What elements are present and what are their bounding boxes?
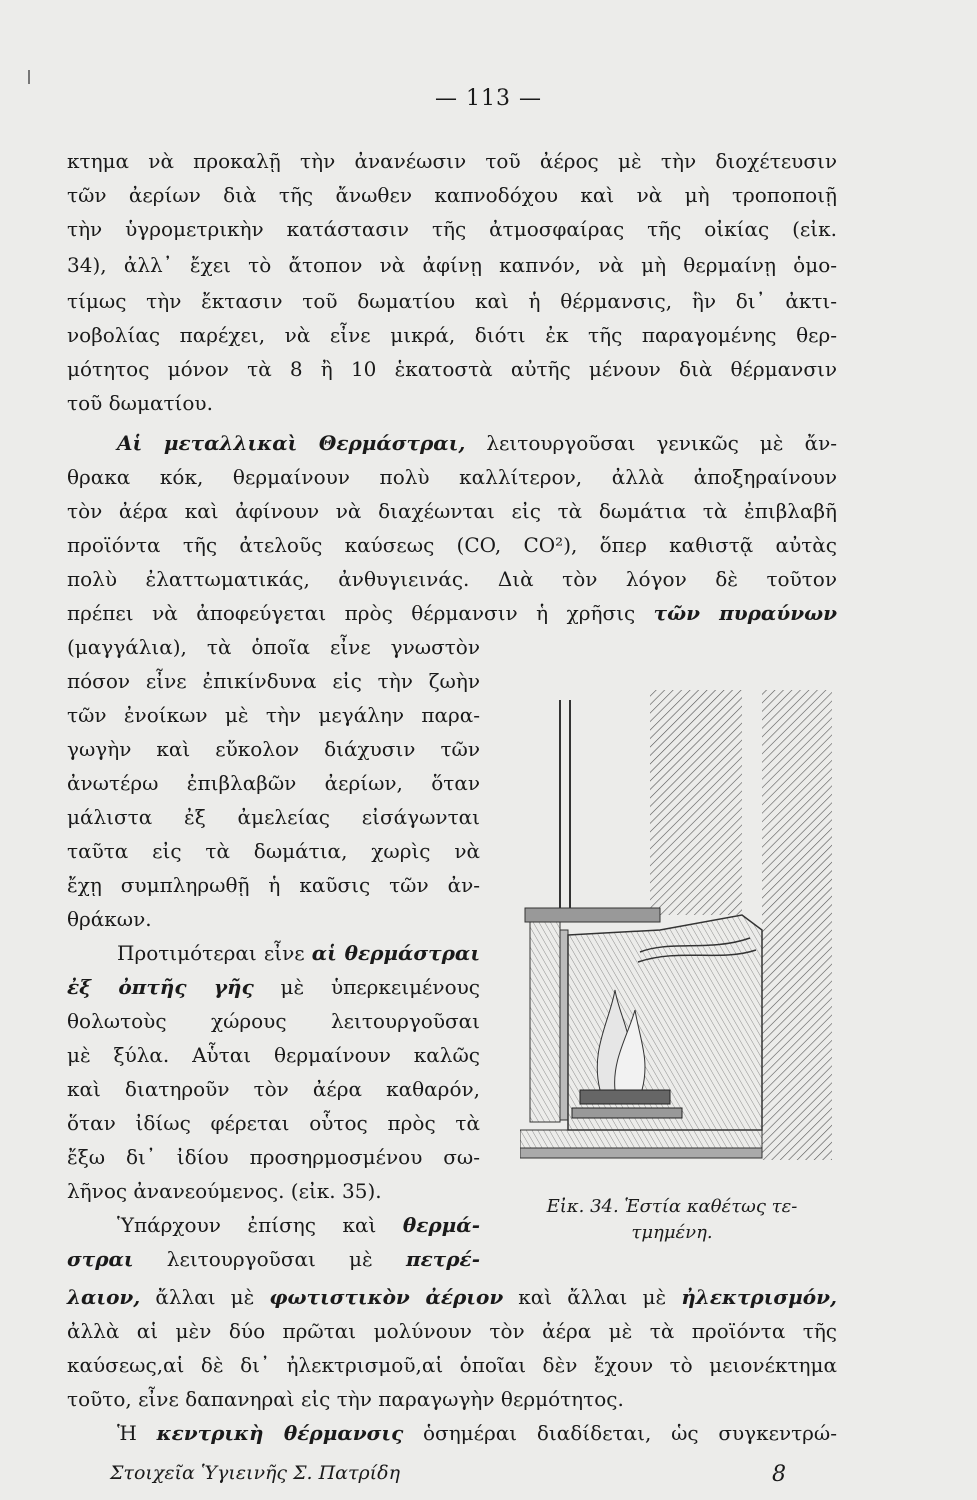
text-line: θράκων. [67, 907, 152, 931]
bold-term: ἐξ ὀπτῆς γῆς [67, 975, 254, 999]
text-line: 34), ἀλλ᾿ ἔχει τὸ ἄτοπον νὰ ἀφίνῃ καπνόν, νὰ μὴ θερμαίνῃ ὁμο- [67, 253, 837, 277]
text-line: λαιον, ἄλλαι μὲ φωτιστικὸν ἀέριον καὶ ἄλλαι μὲ ἠλεκτρισμόν, [67, 1285, 837, 1309]
text-line: τοῦ δωματίου. [67, 391, 213, 415]
text-line: πρέπει νὰ ἀποφεύγεται πρὸς θέρμανσιν ἡ χρῆσις τῶν πυραύνων [67, 601, 837, 625]
grate [580, 1090, 670, 1104]
fireplace-column [530, 922, 560, 1122]
text-line: τὴν ὑγρομετρικὴν κατάστασιν τῆς ἀτμοσφαίρας τῆς οἰκίας (εἰκ. [67, 217, 837, 241]
bold-term: στραι [67, 1247, 134, 1271]
text-line: μότητος μόνον τὰ 8 ἢ 10 ἑκατοστὰ αὐτῆς μένουν διὰ θέρμανσιν [67, 357, 837, 381]
text-line: θρακα κόκ, θερμαίνουν πολὺ καλλίτερον, ἀλλὰ ἀποξηραίνουν [67, 465, 837, 489]
text-line: μὲ ξύλα. Αὗται θερμαίνουν καλῶς [67, 1043, 480, 1067]
text-line: τῶν ἀερίων διὰ τῆς ἄνωθεν καπνοδόχου καὶ νὰ μὴ τροποποιῇ [67, 183, 837, 207]
footer-book-title: Στοιχεῖα Ὑγιεινῆς Σ. Πατρίδη [110, 1462, 400, 1484]
text-line: γωγὴν καὶ εὔκολον διάχυσιν τῶν [67, 737, 480, 761]
text-line: τῶν ἐνοίκων μὲ τὴν μεγάλην παρα- [67, 703, 480, 727]
text-line: ἔχῃ συμπληρωθῇ ἡ καῦσις τῶν ἀν- [67, 873, 480, 897]
bold-term: τῶν πυραύνων [653, 601, 837, 625]
text-line: μάλιστα ἐξ ἀμελείας εἰσάγωνται [67, 805, 480, 829]
text-line: λῆνος ἀνανεούμενος. (εἰκ. 35). [67, 1179, 382, 1203]
text-line: καύσεως,αἱ δὲ δι᾿ ἠλεκτρισμοῦ,αἱ ὁποῖαι δὲν ἔχουν τὸ μειονέκτημα [67, 1353, 837, 1377]
text-line: (μαγγάλια), τὰ ὁποῖα εἶνε γνωστὸν [67, 635, 480, 659]
text-line: ἐξ ὀπτῆς γῆς μὲ ὑπερκειμένους [67, 975, 480, 999]
bold-term: λαιον, [67, 1285, 141, 1309]
fireplace-section-illustration [520, 690, 842, 1190]
text-line: τίμως τὴν ἔκτασιν τοῦ δωματίου καὶ ἡ θέρμανσις, ἣν δι᾿ ἀκτι- [67, 289, 837, 313]
text-line: νοβολίας παρέχει, νὰ εἶνε μικρά, διότι ἐκ τῆς παραγομένης θερ- [67, 323, 837, 347]
mantel-shelf [525, 908, 660, 922]
bold-term: φωτιστικὸν ἀέριον [269, 1285, 504, 1309]
bold-term: αἱ θερμάστραι [311, 941, 480, 965]
footer-signature-mark: 8 [772, 1462, 786, 1487]
text-line: ὅταν ἰδίως φέρεται οὗτος πρὸς τὰ [67, 1111, 480, 1135]
text-line: τοῦτο, εἶνε δαπανηραὶ εἰς τὴν παραγωγὴν θερμότητος. [67, 1387, 624, 1411]
text-line: Ὑπάρχουν ἐπίσης καὶ θερμά- [117, 1213, 480, 1237]
bold-term: Αἱ μεταλλικαὶ Θερμάστραι, [117, 431, 466, 455]
scan-mark [28, 70, 30, 84]
text-line: πολὺ ἐλαττωματικάς, ἀνθυγιεινάς. Διὰ τὸν λόγον δὲ τοῦτον [67, 567, 837, 591]
bold-term: θερμά- [402, 1213, 480, 1237]
text-line: προϊόντα τῆς ἀτελοῦς καύσεως (CO, CO²), ὅπερ καθιστᾷ αὐτὰς [67, 533, 837, 557]
text-line: στραι λειτουργοῦσαι μὲ πετρέ- [67, 1247, 480, 1271]
text-line: κτημα νὰ προκαλῇ τὴν ἀνανέωσιν τοῦ ἀέρος μὲ τὴν διοχέτευσιν [67, 149, 837, 173]
text-line: ἀλλὰ αἱ μὲν δύο πρῶται μολύνουν τὸν ἀέρα μὲ τὰ προϊόντα τῆς [67, 1319, 837, 1343]
text-line: Ἡ κεντρικὴ θέρμανσις ὁσημέραι διαδίδεται, ὡς συγκεντρώ- [117, 1421, 837, 1445]
bold-term: κεντρικὴ θέρμανσις [156, 1421, 404, 1445]
text-line: ἀνωτέρω ἐπιβλαβῶν ἀερίων, ὅταν [67, 771, 480, 795]
text-line: ἔξω δι᾿ ἰδίου προσηρμοσμένου σω- [67, 1145, 480, 1169]
text-line: ταῦτα εἰς τὰ δωμάτια, χωρὶς νὰ [67, 839, 480, 863]
hearth [520, 1130, 762, 1148]
chimney-wall [650, 690, 742, 915]
text-line: καὶ διατηροῦν τὸν ἀέρα καθαρόν, [67, 1077, 480, 1101]
figure-caption: Εἰκ. 34. Ἑστία καθέτως τε- τμημένη. [546, 1196, 798, 1243]
text-line: Προτιμότεραι εἶνε αἱ θερμάστραι [117, 941, 480, 965]
text-line: πόσον εἶνε ἐπικίνδυνα εἰς τὴν ζωὴν [67, 669, 480, 693]
outer-wall [762, 690, 832, 1160]
page-number: — 113 — [435, 86, 542, 111]
bold-term: ἠλεκτρισμόν, [681, 1285, 837, 1309]
text-line: τὸν ἀέρα καὶ ἀφίνουν νὰ διαχέωνται εἰς τὰ δωμάτια τὰ ἐπιβλαβῆ [67, 499, 837, 523]
text-line: Αἱ μεταλλικαὶ Θερμάστραι, λειτουργοῦσαι γενικῶς μὲ ἄν- [117, 431, 837, 455]
text-line: θολωτοὺς χώρους λειτουργοῦσαι [67, 1009, 480, 1033]
bold-term: πετρέ- [405, 1247, 480, 1271]
